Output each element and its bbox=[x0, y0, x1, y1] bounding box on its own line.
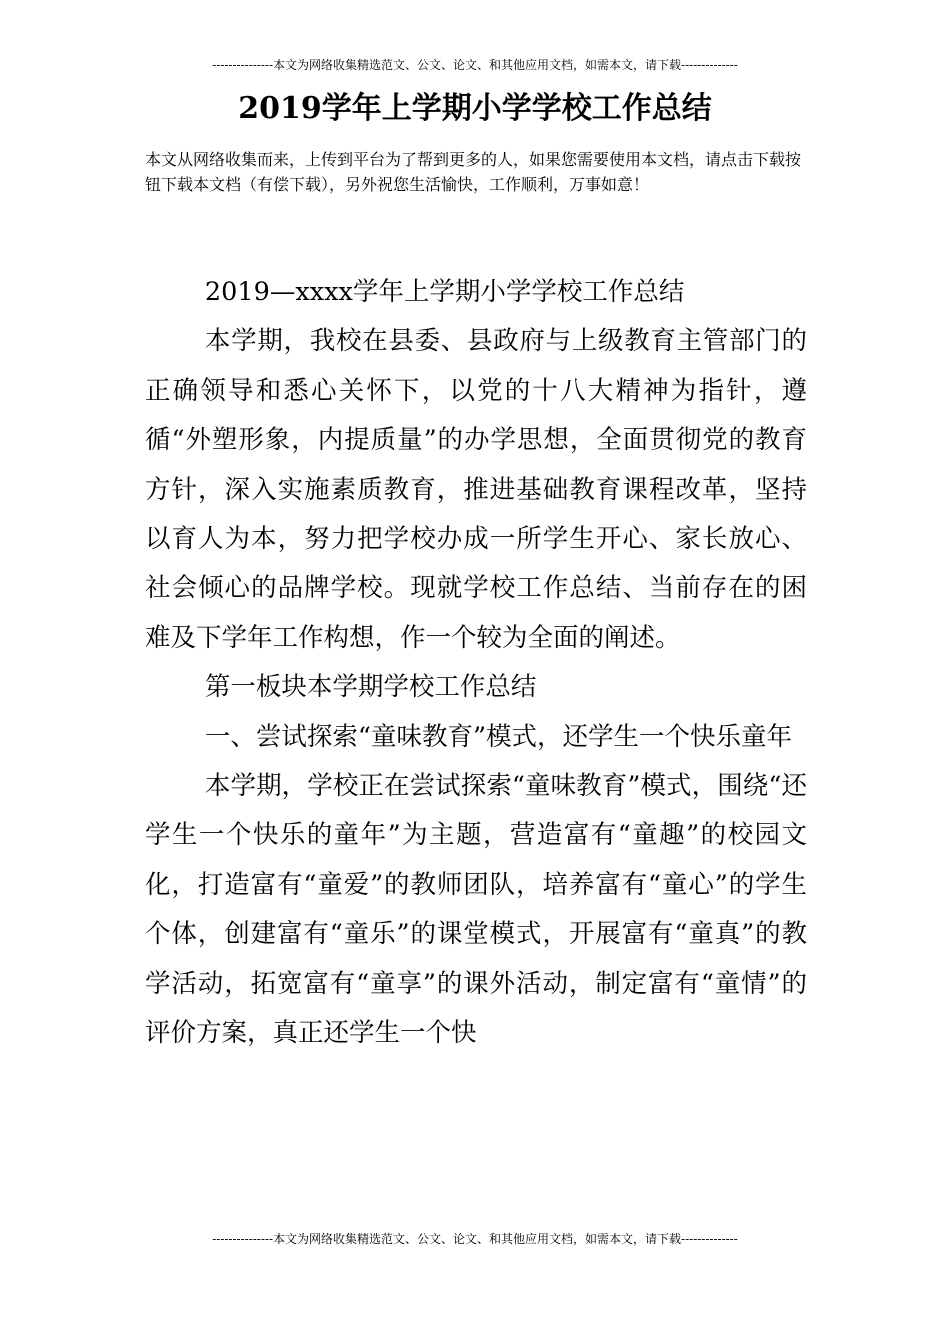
section-heading: 第一板块本学期学校工作总结 bbox=[204, 672, 537, 703]
body-heading: 2019—xxxx学年上学期小学学校工作总结 bbox=[204, 277, 685, 307]
document-title: 2019学年上学期小学学校工作总结 bbox=[238, 91, 712, 126]
subsection-heading: 一、尝试探索“童味教育”模式，还学生一个快乐童年 bbox=[204, 721, 792, 752]
body-paragraph: 本学期，学校正在尝试探索“童味教育”模式，围绕“还学生一个快乐的童年”为主题，营造富有“童趣”的校园文化，打造富有“童爱”的教师团队，培养富有“童心”的学生个体，创建富有“童乐”的课堂模式，开展富有“童真”的教学活动，拓宽富有“童享”的课外活动，制定富有“童情”的评价方案，真正还学生一个快 bbox=[145, 771, 807, 1049]
document-body bbox=[145, 268, 807, 1059]
body-paragraph: 本学期，我校在县委、县政府与上级教育主管部门的正确领导和悉心关怀下，以党的十八大精神为指针，遵循“外塑形象，内提质量”的办学思想，全面贯彻党的教育方针，深入实施素质教育，推进基础教育课程改革，坚持以育人为本，努力把学校办成一所学生开心、家长放心、社会倾心的品牌学校。现就学校工作总结、当前存在的困难及下学年工作构想，作一个较为全面的阐述。 bbox=[145, 326, 807, 653]
intro-note: 本文从网络收集而来，上传到平台为了帮到更多的人，如果您需要使用本文档，请点击下载按钮下载本文档（有偿下载），另外祝您生活愉快，工作顺利，万事如意！ bbox=[145, 150, 802, 194]
header-banner: ---------------本文为网络收集精选范文、公文、论文、和其他应用文档，如需本文，请下载-------------- bbox=[212, 58, 738, 72]
footer-banner: ---------------本文为网络收集精选范文、公文、论文、和其他应用文档，如需本文，请下载-------------- bbox=[212, 1232, 738, 1246]
